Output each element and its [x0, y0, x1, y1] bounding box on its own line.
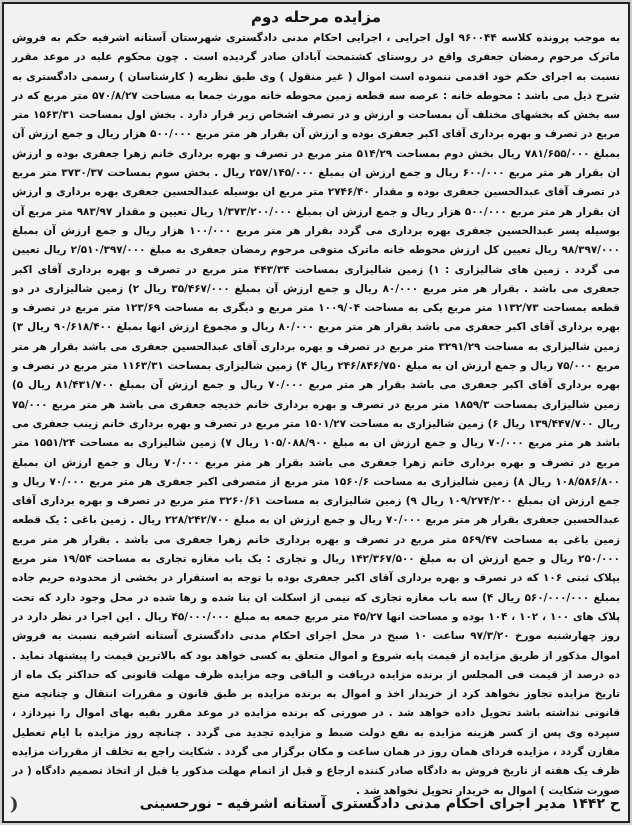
notice-title: مزایده مرحله دوم [250, 8, 382, 26]
footer-signature: ح ۱۴۴۲ مدیر اجرای احکام مدنی دادگستری آستانه اشرفیه - نورحسینی [139, 796, 620, 812]
auction-notice [2, 2, 630, 823]
notice-body: به موجب پرونده کلاسه ۹۶۰۰۴۴ اول اجرایی ، اجرایی احکام مدنی دادگستری شهرستان آستانه اشرفیه حکم به فروش ماترک مرحوم رمضان جعفری واقع در روستای کشتمحت آبادان صادر گردیده است . چون محکوم علیه در موعد مقرر نسبت به اجرای حکم خود اقدمی ننموده است اموال ( غیر منقول ) وی طبق نظریه ( کارشناسان ) رسمی دادگستری به شرح ذیل می باشد : محوطه خانه : عرصه سه قطعه زمین محوطه خانه مورث جمعا به مساحت ۵۷۰/۸/۲۷ متر مربع که در سه بخش که بخشهای مختلف آن بمساحت و ارزش و در تصرف اشخاص زیر قرار دارد . بخش اول بمساحت ۱۵۶۳/۳۱ متر مربع در تصرف و بهره برداری آقای اکبر جعفری بوده و ارزش آن بقرار هر متر مربع ۵۰۰/۰۰۰ هزار ریال و جمع ارزش آن بمبلغ ۷۸۱/۶۵۵/۰۰۰ ریال بخش دوم بمساحت ۵۱۴/۲۹ متر مربع در تصرف و بهره برداری خانم زهرا جعفری بوده و ارزش ان بقرار هر متر مربع ۶۰۰/۰۰۰ ریال و جمع ارزش ان بمبلغ ۲۵۷/۱۴۵/۰۰۰ ریال . بخش سوم بمساحت ۳۷۳۰/۳۷ متر مربع در تصرف آقای عبدالحسین جعفری بوده و مقدار ۲۷۴۶/۴۰ متر مربع ان بوسیله عبدالحسین جعفری بهره برداری و ارزش ان بقرار هر متر مربع ۵۰۰/۰۰۰ هزار ریال و جمع ارزش ان بمبلغ ۱/۳۷۳/۲۰۰/۰۰۰ ریال تعیین و مقدار ۹۸۳/۹۷ متر مربع آن بوسیله پسر عبدالحسین جعفری بهره برداری می گردد بقرار هر متر مربع ۱۰۰/۰۰۰ هزار ریال و جمع ارزش آن بمبلغ ۹۸/۳۹۷/۰۰۰ ریال تعیین کل ارزش محوطه خانه ماترک متوفی مرحوم رمضان جعفری به مبلغ ۲/۵۱۰/۳۹۷/۰۰۰ ریال تعیین می گردد . زمین های شالیزاری : ۱) زمین شالیزاری بمساحت ۴۴۳/۳۴ متر مربع در تصرف و بهره برداری آقای اکبر جعفری می باشد . بقرار هر متر مربع ۸۰/۰۰۰ ریال و جمع ارزش آن بمبلغ ۳۵/۴۶۷/۰۰۰ ریال ۲) زمین شالیزاری در دو قطعه بمساحت ۱۱۳۲/۷۳ متر مربع یکی به مساحت ۱۰۰۹/۰۴ متر مربع و دیگری به مساحت ۱۲۳/۶۹ متر مربع در تصرف و بهره برداری آقای اکبر جعفری می باشد بقرار هر متر مربع ۸۰/۰۰۰ ریال و مجموع ارزش انها بمبلغ ۹۰/۶۱۸/۴۰۰ ریال ۳) زمین شالیزاری به مساحت ۳۲۹۱/۲۹ متر مربع در تصرف و بهره برداری آقای عبدالحسین جعفری می باشد بقرار هر متر مربع ۷۵/۰۰۰ ریال و جمع ارزش ان به مبلغ ۲۴۶/۸۴۶/۷۵۰ ریال ۴) زمین شالیزاری بمساحت ۱۱۶۳/۳۱ متر مربع در تصرف و بهره برداری آقای اکبر جعفری می باشد بقرار هر متر مربع ۷۰/۰۰۰ ریال و جمع ارزش آن بمبلغ ۸۱/۴۳۱/۷۰۰ ریال ۵) زمین شالیزاری بمساحت ۱۸۵۹/۳ متر مربع در تصرف و بهره برداری خانم خدیجه جعفری می باشد هر متر مربع ۷۵/۰۰۰ ریال ۱۳۹/۴۴۷/۷۰۰ ریال ۶) زمین شالیزاری به مساحت ۱۵۰۱/۲۷ متر مربع در تصرف و بهره برداری خانم زینب جعفری می باشد هر متر مربع ۷۰/۰۰۰ ریال و جمع ارزش ان به مبلغ ۱۰۵/۰۸۸/۹۰۰ ریال ۷) زمین شالیزاری به مساحت ۱۵۵۱/۲۴ متر مربع در تصرف و بهره برداری خانم زهرا جعفری می باشد بقرار هر متر مربع ۷۰/۰۰۰ ریال و جمع ارزش ان بمبلغ ۱۰۸/۵۸۶/۸۰۰ ریال ۸) زمین شالیزاری به مساحت ۱۵۶۰/۶ متر مربع از متصرفی اکبر جعفری هر متر مربع ۷۰/۰۰۰ ریال و جمع ارزش ان بمبلغ ۱۰۹/۲۷۴/۲۰۰ ریال ۹) زمین شالیزاری به مساحت ۳۲۶۰/۶۱ متر مربع در تصرف و بهره برداری آقای عبدالحسین جعفری بقرار هر متر مربع ۷۰/۰۰۰ ریال و جمع ارزش ان به مبلغ ۲۲۸/۲۴۲/۷۰۰ ریال . زمین باغی : یک قطعه زمین باغی به مساحت ۵۶۹/۴۷ متر مربع در تصرف و بهره برداری خانم زهرا جعفری می باشد . بقرار هر متر مربع ۲۵۰/۰۰۰ ریال و جمع ارزش ان به مبلغ ۱۴۲/۳۶۷/۵۰۰ ریال و تجاری : یک باب مغازه تجاری به مساحت ۱۹/۵۴ متر مربع بپلاک ثبتی ۱۰۶ که در تصرف و بهره برداری آقای اکبر جعفری بوده با توجه به استقرار در بخشی از محدوده حریم جاده بمبلغ ۵۶۰/۰۰۰/۰۰۰ ریال ۴) سه باب مغازه تجاری که نیمی از اسکلت ان بنا شده و رها شده در محل وجود دارد که تحت پلاک های ۱۰۰ ، ۱۰۲ ، ۱۰۴ بوده و مساحت انها ۴۵/۲۷ متر مربع جمعه به مبلغ ۴۵/۰۰۰/۰۰۰ ریال . این اجرا در نظر دارد در روز چهارشنبه مورخ ۹۷/۳/۲۰ ساعت ۱۰ صبح در محل اجرای احکام مدنی دادگستری آستانه اشرفیه نسبت به فروش اموال مذکور از طریق مزایده از قیمت پایه شروع و اموال متعلق به کسی خواهد بود که بالاترین قیمت را پیشنهاد نماید . ده درصد از قیمت فی المجلس از برنده مزایده دریافت و الباقی وجه مزایده ظرف مهلت قانونی که حداکثر یک ماه از تاریخ مزایده تجاوز نخواهد کرد از خریدار اخذ و اموال به برنده مزایده بر طبق قانون و مقررات انتقال و چنانچه منع قانونی نداشته باشد تحویل داده خواهد شد . در صورتی که برنده مزایده در موعد مقرر بقیه بهای اموال را نپردازد ، سپرده وی پس از کسر هزینه مزایده به نفع دولت ضبط و مزایده تجدید می گردد . چنانچه روز مزایده با ایام تعطیل مقارن گردد ، مزایده فردای همان روز در همان ساعت و مکان برگزار می گردد . شکایت راجع به تخلف از مقررات مزایده ظرف یک هفته از تاریخ فروش به دادگاه صادر کننده ارجاع و قبل از اتمام مهلت مذکور یا قبل از اتخاذ تصمیم دادگاه ( در صورت شکایت ) اموال به خریدار تحویل نخواهد شد . [12, 32, 621, 797]
notice-footer [10, 793, 620, 815]
bracket-mark-icon: ( [10, 793, 19, 815]
